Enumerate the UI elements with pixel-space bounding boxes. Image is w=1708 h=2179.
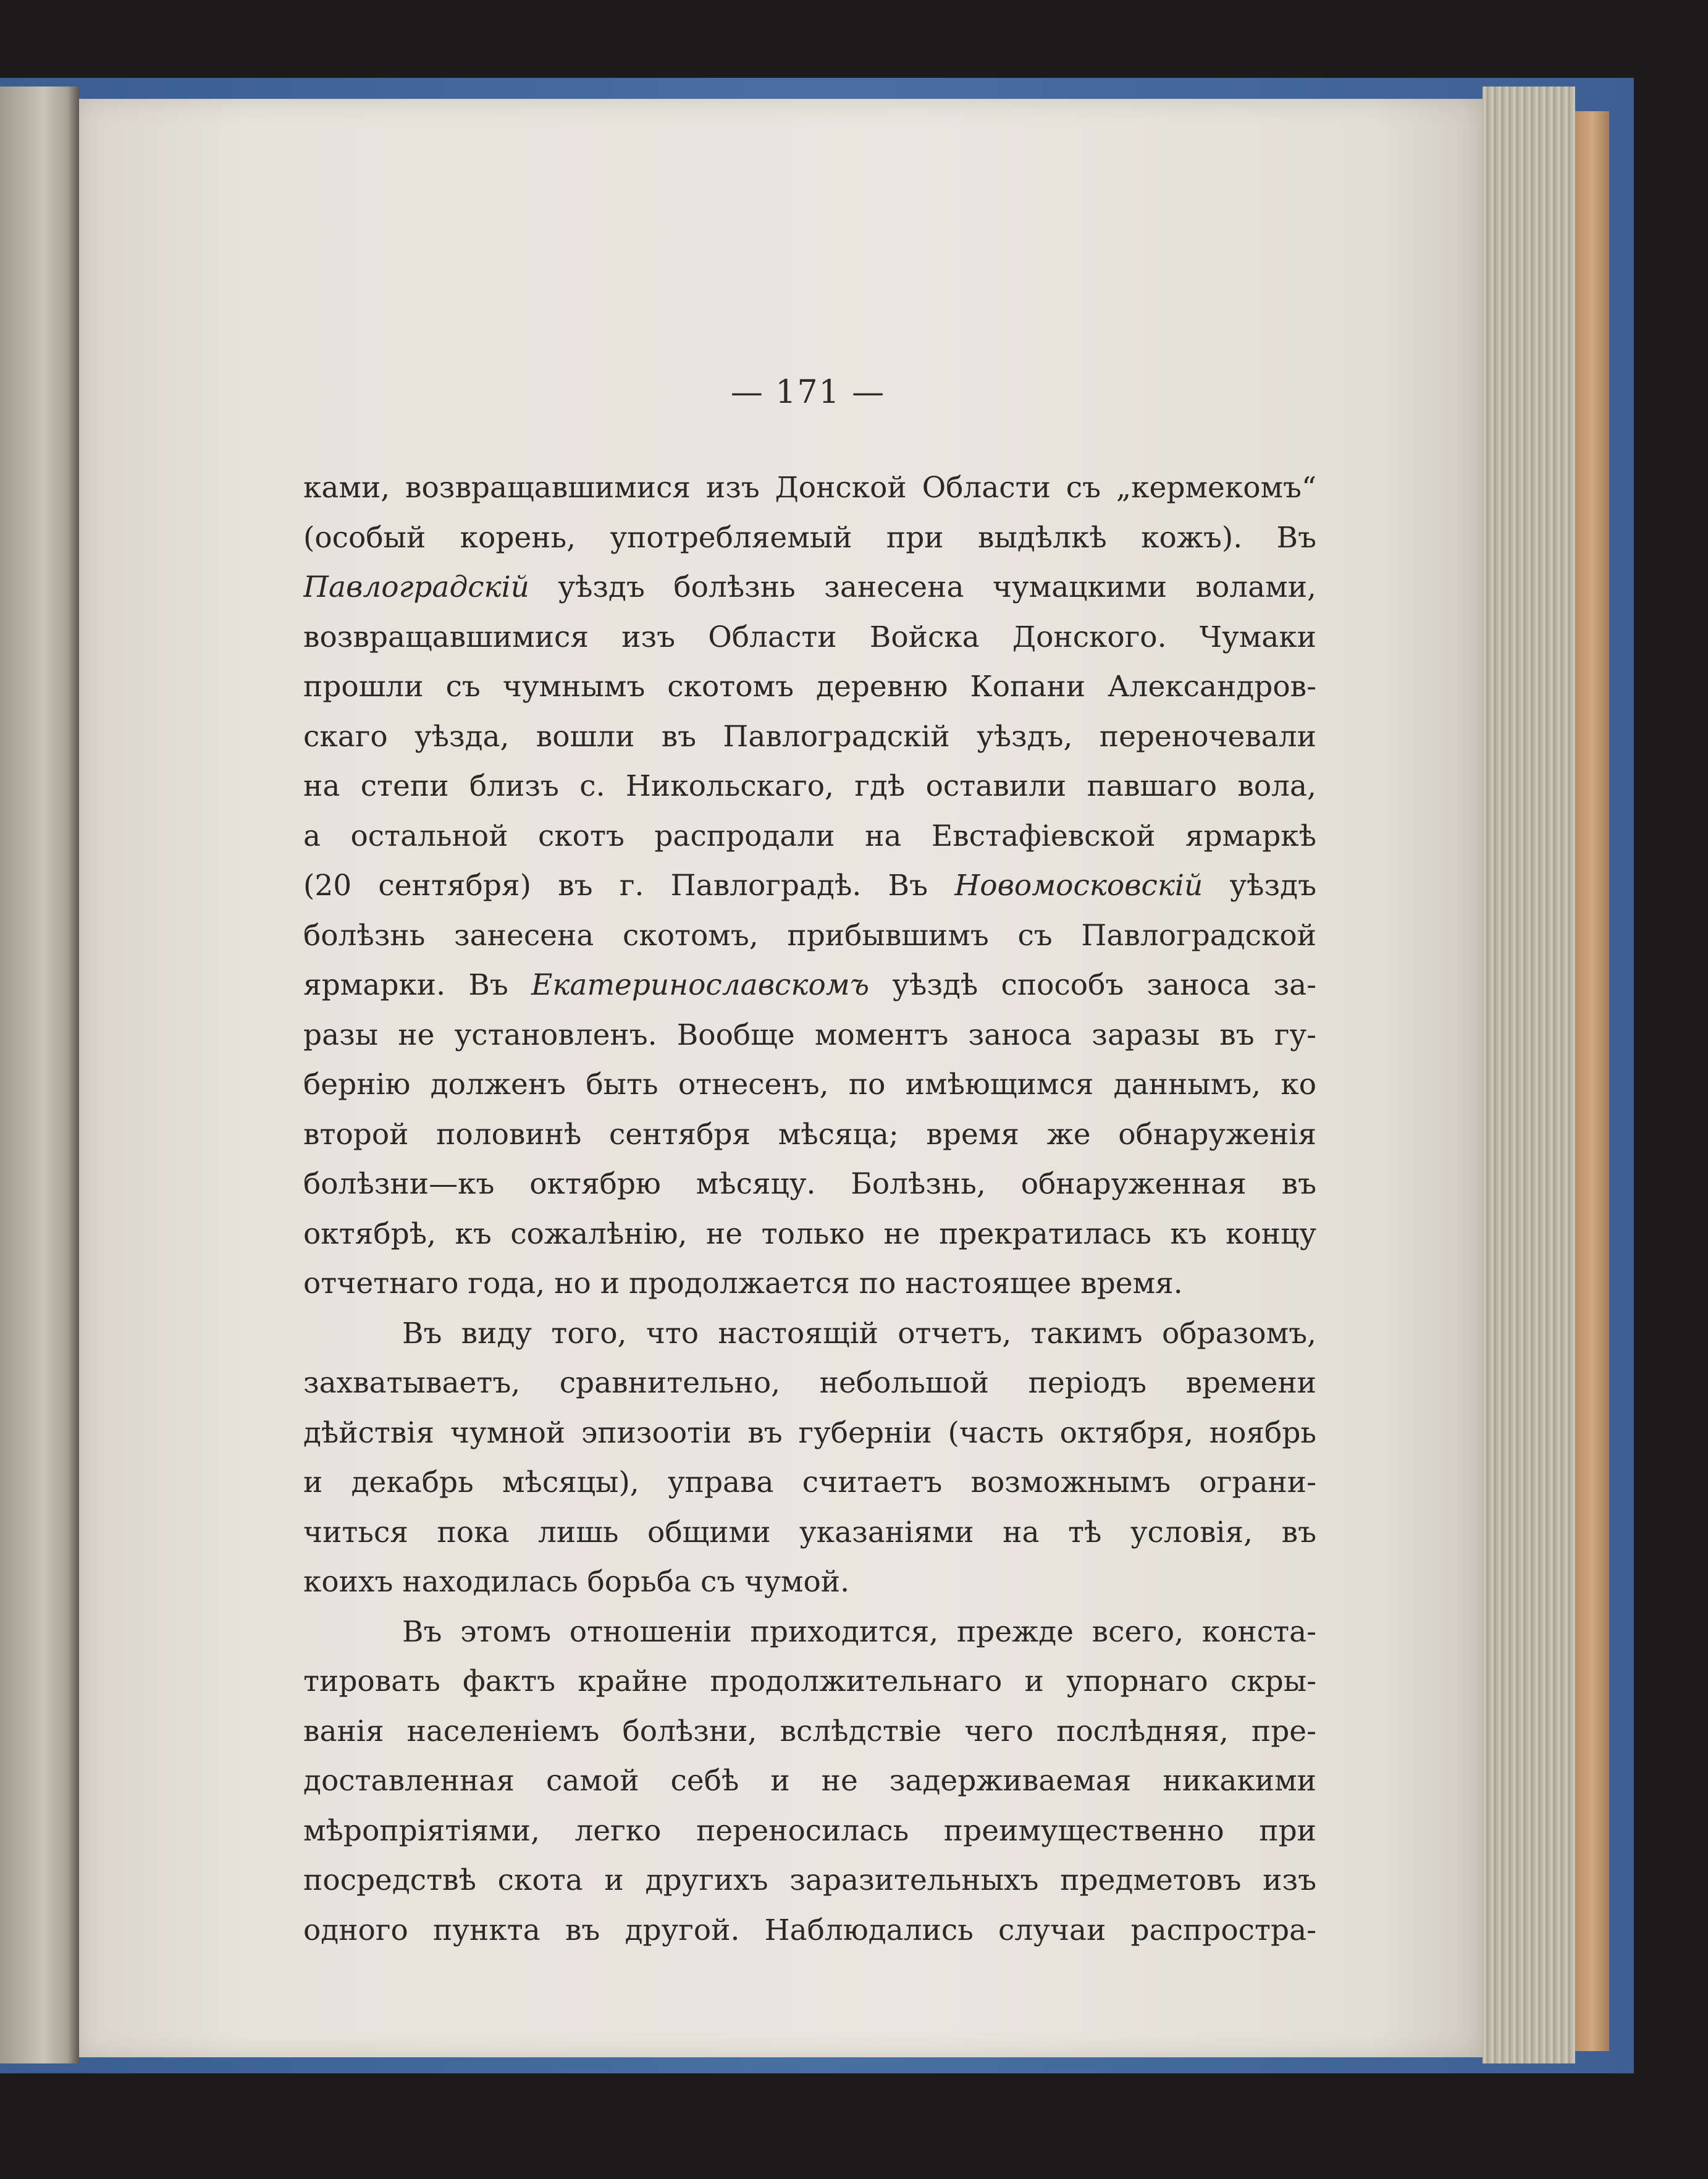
text-line: мѣропріятіями, легко переносилась преимущественно при — [303, 1813, 1316, 1848]
text-line: прошли съ чумнымъ скотомъ деревню Копани Александров- — [303, 670, 1316, 704]
text-line: октябрѣ, къ сожалѣнію, не только не прекратилась къ концу — [303, 1216, 1316, 1251]
text-line: отчетнаго года, но и продолжается по настоящее время. — [303, 1267, 1183, 1300]
text-line: коихъ находилась борьба съ чумой. — [303, 1565, 850, 1599]
text-line: Въ виду того, что настоящій отчетъ, такимъ образомъ, — [402, 1316, 1316, 1351]
page-block-edges — [1483, 86, 1575, 2063]
text-line: а остальной скотъ распродали на Евстафіевской ярмаркѣ — [303, 819, 1316, 853]
text-line: на степи близъ с. Никольскаго, гдѣ оставили павшаго вола, — [303, 769, 1316, 803]
book-page — [79, 99, 1483, 2057]
text-line: болѣзнь занесена скотомъ, прибывшимъ съ Павлоградской — [303, 918, 1316, 953]
text-line: и декабрь мѣсяцы), управа считаетъ возможнымъ ограни- — [303, 1465, 1316, 1499]
text-line: ванія населеніемъ болѣзни, вслѣдствіе чего послѣдняя, пре- — [303, 1714, 1316, 1748]
text-line: посредствѣ скота и другихъ заразительныхъ предметовъ изъ — [303, 1863, 1316, 1897]
text-line: дѣйствія чумной эпизоотіи въ губерніи (часть октября, ноябрь — [303, 1415, 1316, 1450]
text-line: тировать фактъ крайне продолжительнаго и упорнаго скры- — [303, 1664, 1316, 1698]
text-line: ками, возвращавшимися изъ Донской Области съ „кермекомъ“ — [303, 471, 1316, 505]
cover-inner-edge — [1575, 111, 1609, 2051]
text-line: захватываетъ, сравнительно, небольшой періодъ времени — [303, 1366, 1316, 1400]
text-line: одного пункта въ другой. Наблюдались случаи распростра- — [303, 1913, 1316, 1947]
emphasized-place-name: Екатеринославскомъ — [531, 968, 870, 1002]
text-line: возвращавшимися изъ Области Войска Донского. Чумаки — [303, 620, 1316, 654]
text-line: доставленная самой себѣ и не задерживаемая никакими — [303, 1764, 1316, 1798]
text-line: Павлоградскій уѣздъ болѣзнь занесена чумацкими волами, — [303, 570, 1316, 604]
text-line: второй половинѣ сентября мѣсяца; время же обнаруженія — [303, 1117, 1316, 1152]
text-line: (особый корень, употребляемый при выдѣлкѣ кожъ). Въ — [303, 520, 1316, 555]
text-line: Въ этомъ отношеніи приходится, прежде всего, конста- — [402, 1614, 1316, 1649]
emphasized-place-name: Новомосковскій — [954, 869, 1203, 903]
text-line: (20 сентября) въ г. Павлоградѣ. Въ Новомосковскій уѣздъ — [303, 869, 1316, 903]
text-line: читься пока лишь общими указаніями на тѣ условія, въ — [303, 1515, 1316, 1549]
text-line: болѣзни—къ октябрю мѣсяцу. Болѣзнь, обнаруженная въ — [303, 1167, 1316, 1201]
page-number: — 171 — — [730, 374, 886, 411]
text-line: разы не установленъ. Вообще моментъ заноса заразы въ гу- — [303, 1018, 1316, 1052]
body-text — [303, 463, 1316, 1955]
emphasized-place-name: Павлоградскій — [303, 570, 529, 604]
facing-page-edge — [0, 86, 79, 2063]
text-line: бернію долженъ быть отнесенъ, по имѣющимся даннымъ, ко — [303, 1068, 1316, 1102]
text-line: ярмарки. Въ Екатеринославскомъ уѣздѣ способъ заноса за- — [303, 968, 1316, 1002]
text-line: скаго уѣзда, вошли въ Павлоградскій уѣздъ, переночевали — [303, 719, 1316, 754]
